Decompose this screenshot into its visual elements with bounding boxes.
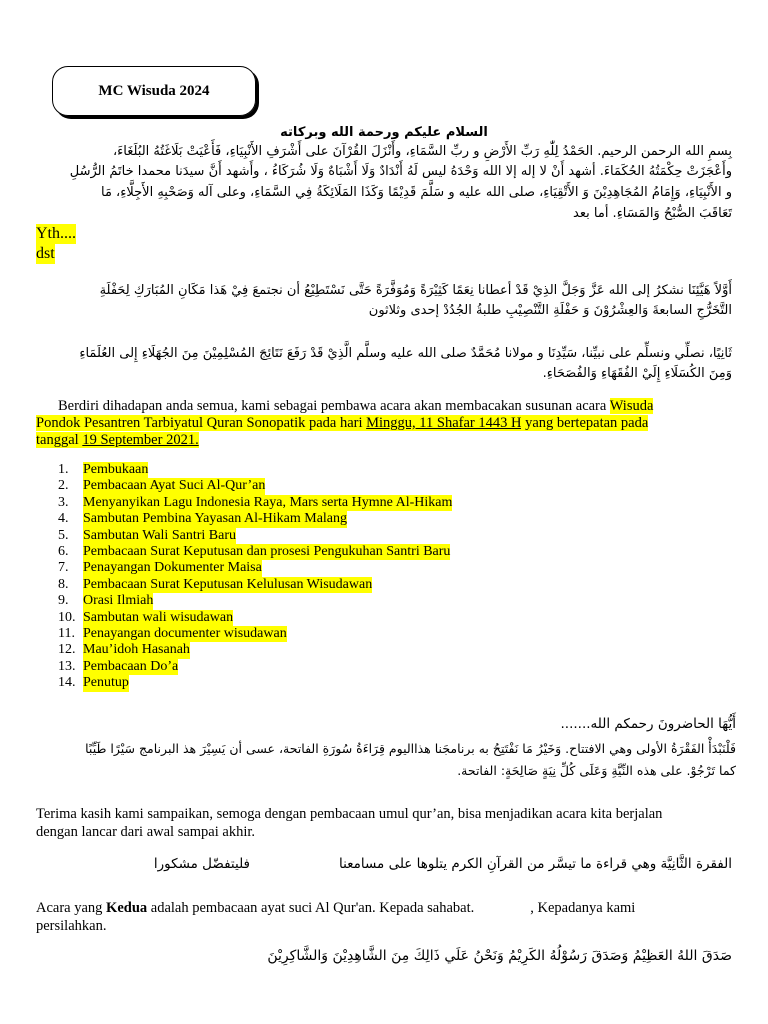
arabic-opening-line-1: بِسمِ الله الرحمن الرحيم. الحَمْدُ لِلّٰهِ رَبِّ الأَرْضِ و ربِّ السَّمَاءِ، وأَنْزَلَ القُرْآنَ على أَشْرَفِ الأَنْبِيَاءِ، فَأَعْيَتْ بَلَاغَتُهُ البُلَغَاءَ، [112, 144, 732, 159]
salam-heading: السلام عليكم ورحمة الله وبركاته [280, 125, 488, 140]
arabic-opening-line-2: وأَعْجَزَتْ حِكْمَتُهُ الحُكَمَاءَ. أشهد أَنْ لا إله إلا الله وَحْدَهُ ليس لَهُ أَنْدَادٌ وَلَا أَشْبَاهٌ وَلَا شُرَكَاءُ ، وأَشهد أَنَّ سيدَنا محمدا خاتَمُ الرُّسُلِ [69, 164, 732, 179]
list-item: 8. Pembacaan Surat Keputusan Kelulusan Wisudawan [58, 576, 373, 592]
greeting-yth: Yth.... [36, 225, 76, 242]
list-item: 10. Sambutan wali wisudawan [58, 609, 234, 625]
list-item: 13. Pembacaan Do’a [58, 658, 179, 674]
second-acara-line-2: persilahkan. [36, 918, 107, 934]
list-item: 11. Penayangan documenter wisudawan [58, 626, 287, 642]
document-title: MC Wisuda 2024 [98, 82, 210, 99]
list-item: 3. Menyanyikan Lagu Indonesia Raya, Mars serta Hymne Al-Hikam [58, 494, 453, 510]
arabic-opening-line-4: تَعَاقَبَ الصُّبْحُ وَالمَسَاءِ. أما بعد [573, 206, 732, 221]
arabic-second-line-1: ثَانِيًا، نصلِّي ونسلِّم على نبيِّنا، سَيِّدِنَا و مولانا مُحَمَّدٌ صلى الله عليه وسلَّم الَّذِيْ قَدْ رَفَعَ نَتَائِجَ المُسْلِمِيْنَ مِنَ الجُهَلَاءِ إِلى العُلَمَاءِ [79, 346, 732, 361]
intro-paragraph [36, 398, 736, 449]
intro-text: Berdiri dihadapan anda semua, kami sebagai pembawa acara akan membacakan susunan acara [58, 398, 610, 414]
title-box [52, 66, 256, 116]
arabic-second-part: الفقرة الثَّانِيَّة وهي قراءة ما تيسَّر من القرآنِ الكرم يتلوها على مسامعنا [338, 856, 732, 872]
intro-date-connector: yang bertepatan pada [521, 415, 649, 431]
arabic-fatiha-line-1: فَلْنَبْدَأْ الفَقْرَةُ الأولى وهي الافتتاح. وَخَيْرُ مَا نَفْتَتِحُ به برنامجَنا هذاالیوم قِرَاءَةُ سُورَةِ الفاتحة، عسى أن يَسِيْرَ هذ البرنامج سَيْرًا طَيِّبًا [85, 741, 736, 756]
arabic-invite: فليتفضّل مشكورا [153, 856, 250, 872]
list-item: 5. Sambutan Wali Santri Baru [58, 527, 236, 543]
list-item: 14. Penutup [58, 675, 129, 691]
closing-line-2: dengan lancar dari awal sampai akhir. [36, 824, 256, 840]
closing-paragraph [36, 805, 736, 841]
list-item: 9. Orasi Ilmiah [58, 593, 154, 609]
arabic-second-line-2: وَمِنَ الكُسَلَاءِ إِلَيْ الفُقَهَاءِ وَالفُصَحَاءِ. [542, 366, 732, 381]
arabic-first-line-2: التَّخَرُّجِ السابعةَ وَالعِشْرُوْنَ وَ حَفْلَةِ التَّنْصِيْبِ طلبةُ الجُدُدْ إحدى وثلاثون [368, 303, 732, 318]
intro-date-masehi: 19 September 2021. [82, 432, 199, 448]
list-item: 1. Pembukaan [58, 462, 149, 477]
second-acara-bold: Kedua [106, 900, 148, 916]
arabic-opening-line-3: و الأَنْبِيَاءِ، وَإِمَامُ المُجَاهِدِيْنَ وَ الأَتْقِيَاءِ، صلى الله عليه و سَلَّمَ قَدِيْمًا وَكَذَا المَلَائِكَةُ فِي السَّمَاءِ، وعلى آله وَصَحْبِهِ الأَجِلَّاءِ، مَا [101, 185, 732, 200]
arabic-first-line-1: أَوَّلاً هَيَّئِنَا نشكرُ إلى الله عَزَّ وَجَلَّ الذِيْ قَدْ أعطانا نِعَمًا كَثِيْرَةً وَمُوَفَّرَةً حَتَّى نَسْتَطِيْعُ أن نجتمعَ فِيْ هَذا مَكَانِ المُبَارَكِ لِحَفْلَةِ [99, 283, 732, 298]
agenda-list [58, 462, 452, 692]
arabic-audience: أَيُّهَا الحاضرونَ رحمكم الله....... [560, 716, 736, 732]
second-acara-paragraph: Acara yang Kedua adalah pembacaan ayat suci Al Qur'an. Kepada sahabat. , Kepadanya kami persilahkan. [36, 899, 736, 935]
list-item: 7. Penayangan Dokumenter Maisa [58, 560, 262, 576]
list-item: 4. Sambutan Pembina Yayasan Al-Hikam Malang [58, 511, 348, 527]
intro-event-name: Pondok Pesantren Tarbiyatul Quran Sonopatik pada hari [36, 415, 367, 431]
intro-tanggal: tanggal [36, 432, 83, 448]
arabic-fatiha-line-2: كما تَرْجُوْ. على هذه النِّيَّةِ وَعَلَى كُلِّ نِيَةٍ صَالِحَةٍ: الفاتحة. [457, 763, 736, 778]
list-item: 6. Pembacaan Surat Keputusan dan prosesi Pengukuhan Santri Baru [58, 544, 451, 560]
intro-event-wisuda: Wisuda [609, 398, 654, 414]
list-item: 12. Mau’idoh Hasanah [58, 642, 190, 658]
closing-line-1: Terima kasih kami sampaikan, semoga dengan pembacaan umul qur’an, bisa menjadikan acara kita berjalan [36, 806, 663, 822]
arabic-sadaqa: صَدَقَ اللهُ العَظِيْمُ وَصَدَقَ رَسُوْلُهُ الكَرِيْمُ وَنَحْنُ عَلَي ذَالِكَ مِنَ الشَّاهِدِيْنَ وَالشَّاكِرِيْنَ [267, 948, 732, 964]
list-item: 2. Pembacaan Ayat Suci Al-Qur’an [58, 478, 266, 494]
greeting-block [36, 224, 76, 264]
greeting-dst: dst [36, 245, 55, 262]
intro-date-hijri: Minggu, 11 Shafar 1443 H [366, 415, 522, 431]
